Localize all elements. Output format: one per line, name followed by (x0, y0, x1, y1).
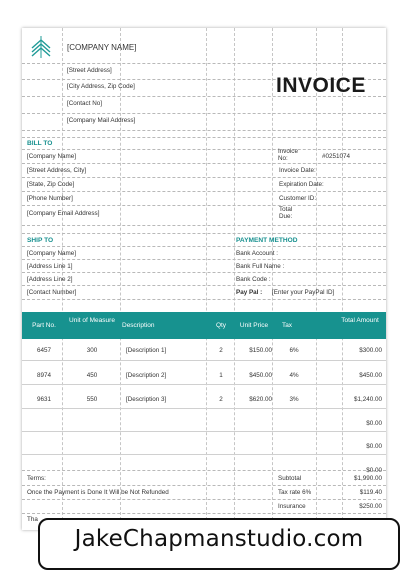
grid-line (22, 225, 386, 226)
company-email: [Company Mail Address] (67, 117, 136, 124)
bank-full-name-label: Bank Full Name : (236, 263, 285, 270)
invoice-sheet (22, 28, 386, 530)
watermark-banner (38, 518, 400, 570)
grid-line (22, 470, 386, 471)
header-description: Description (122, 322, 155, 329)
ship-to-line: [Address Line 1] (27, 263, 73, 270)
expiration-date-label: Expiration Date: (279, 181, 324, 188)
cell-qty: 2 (219, 347, 223, 354)
grid-line (22, 63, 386, 64)
bill-to-heading: BILL TO (27, 140, 53, 147)
grid-line (22, 246, 386, 247)
ship-to-line: [Contact Number] (27, 289, 77, 296)
grid-line (22, 191, 386, 192)
grid-line (22, 384, 386, 385)
terms-note: Once the Payment is Done It Will be Not Refunded (27, 489, 169, 496)
terms-label: Terms: (27, 475, 46, 482)
company-name: [COMPANY NAME] (67, 43, 137, 52)
grid-line (22, 360, 386, 361)
cell-qty: 2 (219, 396, 223, 403)
cell-total: $300.00 (359, 347, 382, 354)
insurance-label: Insurance (278, 503, 306, 510)
bank-account-label: Bank Account : (236, 250, 279, 257)
header-unit-of-measure: Unit of Measure (69, 317, 115, 324)
cell-part: 6457 (36, 347, 51, 354)
bill-to-line: [Company Name] (27, 153, 76, 160)
grid-line (22, 259, 386, 260)
bill-to-line: [Street Address, City] (27, 167, 87, 174)
grid-line (22, 205, 386, 206)
invoice-date-label: Invoice Date: (279, 167, 316, 174)
cell-unit: 550 (86, 396, 98, 403)
cell-tax: 6% (289, 347, 299, 354)
cell-desc: [Description 1] (126, 347, 167, 354)
grid-line (22, 149, 386, 150)
company-city: [City Address, Zip Code] (67, 83, 135, 90)
cell-unit: 450 (86, 372, 98, 379)
grid-line (22, 163, 386, 164)
items-table-header (22, 312, 386, 339)
paypal-value: [Enter your PayPal ID] (272, 289, 335, 296)
total-due-label: Total Due: (279, 206, 293, 220)
cell-desc: [Description 2] (126, 372, 167, 379)
customer-id-label: Customer ID: (279, 195, 317, 202)
ship-to-line: [Address Line 2] (27, 276, 73, 283)
paypal-label: Pay Pal : (236, 289, 263, 296)
grid-line (22, 272, 386, 273)
cell-total: $450.00 (359, 372, 382, 379)
grid-line (22, 408, 386, 409)
thanks-note: Tha (27, 516, 38, 523)
header-part-no: Part No. (32, 322, 56, 329)
grid-line (22, 431, 386, 432)
payment-method-heading: PAYMENT METHOD (236, 237, 298, 244)
invoice-no-value: #0251074 (322, 153, 351, 160)
tax-rate-label: Tax rate 6% (278, 489, 312, 496)
cell-price: $620.00 (249, 396, 272, 403)
company-street: [Street Address] (67, 67, 112, 74)
grid-line (22, 499, 386, 500)
grid-line (22, 177, 386, 178)
cell-tax: 3% (289, 396, 299, 403)
insurance-value: $250.00 (359, 503, 382, 510)
watermark-text: JakeChapmanstudio.com (74, 526, 364, 552)
cell-desc: [Description 3] (126, 396, 167, 403)
bill-to-line: [Company Email Address] (27, 210, 100, 217)
invoice-no-label: Invoice No: (278, 148, 298, 162)
bill-to-line: [State, Zip Code] (27, 181, 75, 188)
grid-line (22, 137, 386, 138)
grid-line (22, 513, 386, 514)
header-qty: Qty (215, 322, 227, 329)
bill-to-line: [Phone Number] (27, 195, 73, 202)
cell-total: $0.00 (366, 467, 382, 474)
header-tax: Tax (281, 322, 293, 329)
cell-price: $450.00 (249, 372, 272, 379)
cell-qty: 1 (219, 372, 223, 379)
cell-tax: 4% (289, 372, 299, 379)
cell-total: $0.00 (366, 443, 382, 450)
cell-total: $1,240.00 (353, 396, 382, 403)
tax-value: $119.40 (359, 489, 382, 496)
cell-unit: 300 (86, 347, 98, 354)
company-contact: [Contact No] (67, 100, 102, 107)
grid-line (22, 454, 386, 455)
grid-line (22, 299, 386, 300)
header-total-amount: Total Amount (341, 317, 379, 324)
grid-line (22, 233, 386, 234)
grid-line (22, 113, 386, 114)
grid-line (22, 285, 386, 286)
ship-to-line: [Company Name] (27, 250, 76, 257)
header-unit-price: Unit Price (239, 322, 269, 329)
bank-code-label: Bank Code : (236, 276, 271, 283)
ship-to-heading: SHIP TO (27, 237, 54, 244)
invoice-title: INVOICE (276, 74, 366, 97)
cell-part: 9631 (36, 396, 51, 403)
grid-line (22, 485, 386, 486)
cell-total: $0.00 (366, 420, 382, 427)
cell-part: 8974 (36, 372, 51, 379)
chevron-stack-logo-icon (28, 34, 54, 60)
subtotal-value: $1,990.00 (353, 475, 382, 482)
cell-price: $150.00 (249, 347, 272, 354)
grid-line (22, 130, 386, 131)
subtotal-label: Subtotal (278, 475, 302, 482)
